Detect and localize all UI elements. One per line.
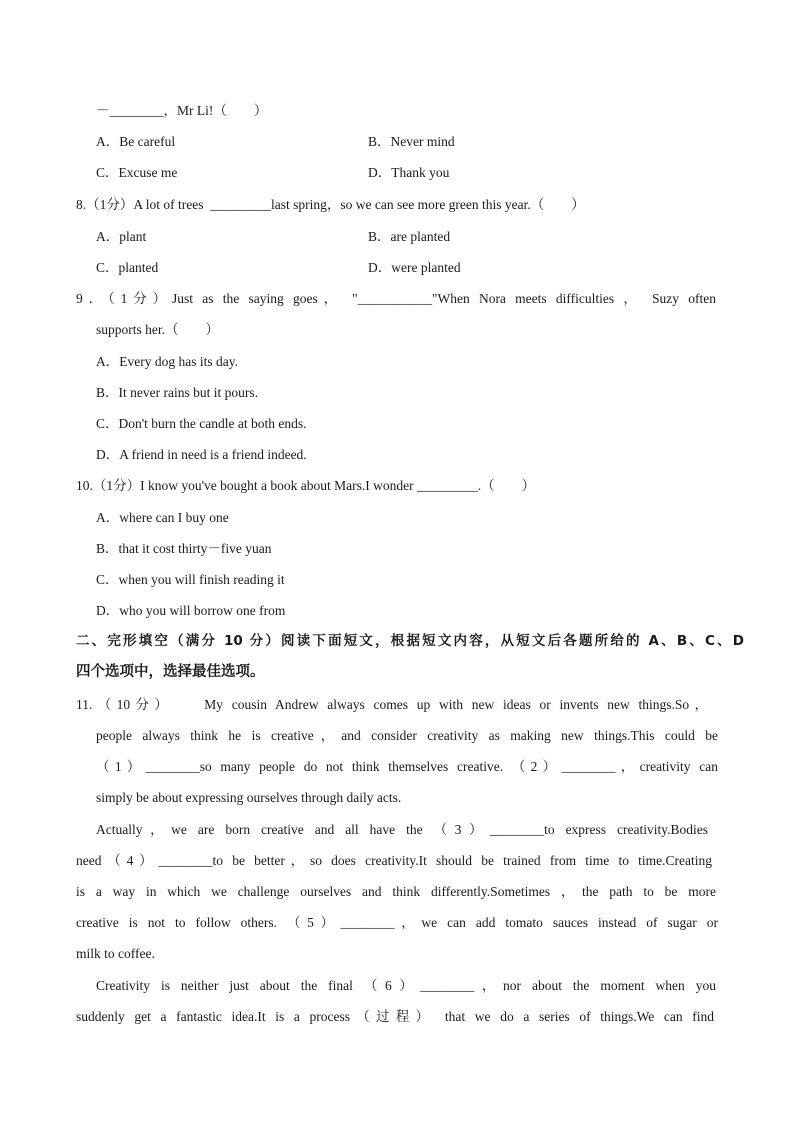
q9-stem-line2: supports her.（ ） <box>96 322 219 337</box>
q11-line-7: is a way in which we challenge ourselves and think differently.Sometimes ，the path to be more <box>76 884 716 899</box>
q8-option-a: A．plant <box>96 229 147 244</box>
q11-line-1: 11.（10分） My cousin Andrew always comes up with new ideas or invents new things.So， <box>76 697 708 712</box>
q10-option-d: D．who you will borrow one from <box>96 603 286 618</box>
q7-option-d: D．Thank you <box>368 165 450 180</box>
section2-heading-line2: 四个选项中，选择最佳选项。 <box>76 664 265 680</box>
q7-option-b: B．Never mind <box>368 134 455 149</box>
q10-option-a: A．where can I buy one <box>96 510 229 525</box>
q11-line-8: creative is not to follow others. （5）________，we can add tomato sauces instead of sugar or <box>76 915 718 930</box>
q10-stem: 10.（1分）I know you've bought a book about Mars.I wonder _________.（ ） <box>76 478 536 493</box>
q7-stem: －________，Mr Li!（ ） <box>96 103 268 118</box>
q9-option-b: B．It never rains but it pours. <box>96 385 258 400</box>
q11-line-3: （1）________so many people do not think themselves creative. （2）________，creativity can <box>96 759 718 774</box>
q11-line-4: simply be about expressing ourselves through daily acts. <box>96 790 402 805</box>
q7-option-a: A．Be careful <box>96 134 176 149</box>
q8-option-c: C．planted <box>96 260 159 275</box>
q8-stem: 8.（1分）A lot of trees _________last spring，so we can see more green this year.（ ） <box>76 197 585 212</box>
q11-line-10: Creativity is neither just about the final （6）________，nor about the moment when you <box>96 978 716 993</box>
q9-stem-line1: 9．（1分）Just as the saying goes， "___________"When Nora meets difficulties ， Suzy often <box>76 291 716 306</box>
q9-option-d: D．A friend in need is a friend indeed. <box>96 447 307 462</box>
q11-line-11: suddenly get a fantastic idea.It is a process（过程） that we do a series of things.We can find <box>76 1009 714 1024</box>
q11-line-9: milk to coffee. <box>76 946 155 961</box>
q11-line-6: need（4）________to be better，so does creativity.It should be trained from time to time.Creating <box>76 853 712 868</box>
q10-option-c: C．when you will finish reading it <box>96 572 285 587</box>
q9-option-c: C．Don't burn the candle at both ends. <box>96 416 307 431</box>
q9-option-a: A．Every dog has its day. <box>96 354 238 369</box>
section2-heading-line1: 二、完形填空（满分 10 分）阅读下面短文，根据短文内容，从短文后各题所给的 A、B、C、D <box>76 633 744 649</box>
q11-line-5: Actually，we are born creative and all have the （3）________to express creativity.Bodies <box>96 822 708 837</box>
q11-line-2: people always think he is creative，and consider creativity as making new things.This could be <box>96 728 718 743</box>
q7-option-c: C．Excuse me <box>96 165 178 180</box>
q10-option-b: B．that it cost thirty－five yuan <box>96 541 272 556</box>
q8-option-b: B．are planted <box>368 229 451 244</box>
q8-option-d: D．were planted <box>368 260 461 275</box>
